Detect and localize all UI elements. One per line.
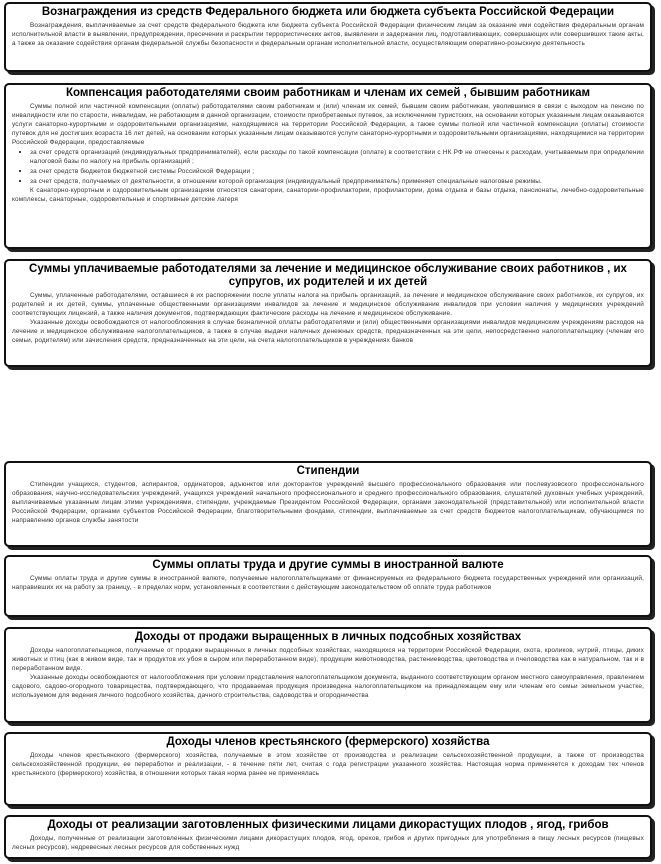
section-household-sales	[4, 627, 652, 723]
section-title: Доходы членов крестьянского (фермерского) хозяйства	[166, 736, 490, 748]
section-title: Вознаграждения из средств Федерального бюджета или бюджета субъекта Российской Федерации	[41, 6, 615, 18]
section-paragraph: Стипендии учащихся, студентов, аспирантов, ординаторов, адъюнктов или докторантов учреждений высшего профессионального образования или послевузовского профессионального образования, научно-исследовательских учреждений, учащихся учреждений начального профессионального и среднего профессионального образования, слушателей духовных учебных учреждений, выплачиваемые указанным лицам этими учреждениями, стипендии, учреждаемые Президентом Российской Федерации, органами законодательной (представительной) или исполнительной власти Российской Федерации, органами субъектов Российской Федерации, благотворительными фондами, стипендии, выплачиваемые за счет средств бюджетов налогоплательщикам, обучающимся по направлению органов службы занятости	[12, 481, 644, 524]
section-paragraph: Доходы налогоплательщиков, получаемые от продажи выращенных в личных подсобных хозяйствах, находящихся на территории Российской Федерации, скота, кроликов, нутрий, птицы, диких животных и птиц (как в живом виде, так и продуктов их убоя в сыром или переработанном виде), продукции животноводства, растениеводства, цветоводства и пчеловодства как в натуральном, так и в переработанном виде.	[12, 647, 644, 672]
section-title: Компенсация работодателями своим работникам и членам их семей , бывшим работникам	[66, 87, 590, 99]
section-title: Доходы от продажи выращенных в личных подсобных хозяйствах	[134, 631, 522, 643]
section-federal-budget-rewards	[4, 2, 652, 72]
section-paragraph: Суммы оплаты труда и другие суммы в иностранной валюте, получаемые налогоплательщиками от финансируемых из федерального бюджета государственных учреждений или организаций, направивших их на работу за границу, - в пределах норм, установленных в соответствии с действующим законодательством об оплате труда работников	[12, 575, 644, 591]
section-foreign-currency-pay	[4, 555, 652, 617]
section-paragraph: К санаторно-курортным и оздоровительным организациям относятся санатории, санатории-профилактории, профилактории, дома отдыха и базы отдыха, пансионаты, лечебно-оздоровительные комплексы, санаторные, оздоровительные и спортивные детские лагеря	[12, 187, 644, 203]
section-bullet-list	[12, 147, 644, 186]
section-paragraph: Доходы членов крестьянского (фермерского) хозяйства, получаемые в этом хозяйстве от производства и реализации сельскохозяйственной продукции, а также от производства сельскохозяйственной продукции, ее переработки и реализации, - в течение пяти лет, считая с года регистрации указанного хозяйства. Настоящая норма применяется к доходам тех членов крестьянского (фермерского) хозяйства, в отношении которых такая норма ранее не применялась	[12, 752, 644, 777]
section-paragraph: Суммы, уплаченные работодателями, оставшиеся в их распоряжении после уплаты налога на прибыль организаций, за лечение и медицинское обслуживание своих работников, их супругов, их родителей и их детей, суммы, уплаченные общественными организациями инвалидов за лечение и медицинское обслуживание инвалидов при условии наличия у медицинских учреждений соответствующих лицензий, а также наличия документов, подтверждающих фактические расходы на лечение и медицинское обслуживание.	[12, 292, 644, 317]
section-wild-harvest-income	[4, 815, 652, 859]
list-item: • за счет средств, получаемых от деятельности, в отношении которой организация (индивидуальный предприниматель) применяет специальные налоговые режимы.	[30, 176, 644, 186]
section-paragraph: Вознаграждения, выплачиваемые за счет средств федерального бюджета или бюджета субъекта Российской Федерации физическим лицам за оказание ими содействия федеральным органам исполнительной власти в выявлении, предупреждении, пресечении и раскрытии террористических актов, выявлении и задержании лиц, подготавливающих, совершающих или совершивших такие акты, а также за оказание содействия органам федеральной службы безопасности и федеральным органам исполнительной власти, осуществляющим оперативно-розыскную деятельность	[12, 22, 644, 47]
section-title: Доходы от реализации заготовленных физическими лицами дикорастущих плодов , ягод, грибов	[47, 819, 609, 831]
section-title: Стипендии	[296, 465, 360, 477]
section-employer-compensation	[4, 83, 652, 249]
section-farm-members-income	[4, 732, 652, 806]
section-title: Суммы уплачиваемые работодателями за лечение и медицинское обслуживание своих работников , их супругов, их родителей и их детей	[29, 263, 627, 288]
section-paragraph: Суммы полной или частичной компенсации (оплаты) работодателями своим работникам и (или) членам их семей, бывшим своим работникам, уволившимся в связи с выходом на пенсию по инвалидности или по старости, инвалидам, не работающим в данной организации, стоимости приобретаемых путевок, за исключением туристских, на основании которых указанным лицам оказываются услуги санаторно-курортными и оздоровительными организациями, находящимися на территории Российской Федерации, а также суммы полной или частичной компенсации (оплаты) стоимости путевок для не достигших возраста 16 лет детей, на основании которых указанным лицам оказываются услуги санаторно-курортными и оздоровительными организациями, находящимися на территории Российской Федерации, предоставляемые	[12, 103, 644, 146]
list-item: • за счет средств организаций (индивидуальных предпринимателей), если расходы по такой компенсации (оплате) в соответствии с НК РФ не отнесены к расходам, учитываемым при определении налоговой базы по налогу на прибыль организаций ;	[30, 147, 644, 166]
section-paragraph: Указанные доходы освобождаются от налогообложения при условии представления налогоплательщиком документа, выданного соответствующим органом местного самоуправления, правлением садового, садово-огородного товарищества, подтверждающего, что продаваемая продукция произведена налогоплательщиком на принадлежащем ему или членам его семьи земельном участке, используемом для ведения личного подсобного хозяйства, дачного строительства, садоводства и огородничества	[12, 674, 644, 699]
section-paragraph: Доходы, полученные от реализации заготовленных физическими лицами дикорастущих плодов, ягод, орехов, грибов и других пригодных для употребления в пищу лесных ресурсов (пищевых лесных ресурсов), недревесных лесных ресурсов для собственных нужд	[12, 835, 644, 851]
section-medical-treatment	[4, 259, 652, 367]
section-paragraph: Указанные доходы освобождаются от налогообложения в случае безналичной оплаты работодателями и (или) общественными организациями инвалидов медицинским учреждениям расходов на лечение и медицинское обслуживание налогоплательщиков, а также в случае выдачи наличных денежных средств, предназначенных на эти цели, непосредственно налогоплательщику (членам его семьи, родителям) или зачисления средств, предназначенных на эти цели, на счета налогоплательщиков в учреждениях банков	[12, 319, 644, 344]
section-title: Суммы оплаты труда и другие суммы в иностранной валюте	[152, 559, 504, 571]
section-scholarships	[4, 461, 652, 547]
list-item: • за счет средств бюджетов бюджетной системы Российской Федерации ;	[30, 166, 644, 176]
